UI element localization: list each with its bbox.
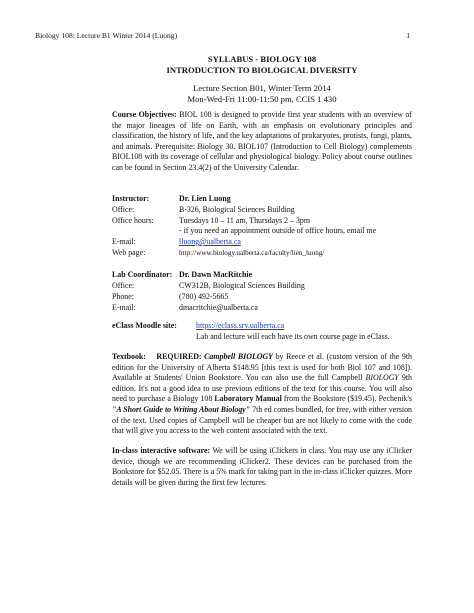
textbook-required: REQUIRED: bbox=[156, 352, 202, 361]
web-page-url[interactable]: http://www.biology.ualberta.ca/faculty/lien_luong/ bbox=[179, 249, 325, 257]
web-page-label: Web page: bbox=[112, 248, 146, 257]
textbook-text-2: 9th edition. It's not a good idea to use previous editions of the text for this course. You will also need to purchase a Biology 108 bbox=[112, 373, 412, 404]
title-line-2: INTRODUCTION TO BIOLOGICAL DIVERSITY bbox=[166, 65, 358, 75]
eclass-label: eClass Moodle site: bbox=[112, 321, 177, 330]
office-label: Office: bbox=[112, 205, 135, 214]
section-line-1: Lecture Section B01, Winter Term 2014 bbox=[193, 83, 331, 93]
section-info bbox=[112, 83, 412, 105]
phone-label: Phone: bbox=[112, 292, 134, 301]
textbook-text-4: 7th ed comes bundled, for free, with either version of the text. Used copies of Campbell will be cheaper but are not likely to come with the code that will give you access to the web content associated with the text. bbox=[112, 404, 412, 436]
lab-manual: Laboratory Manual bbox=[214, 394, 282, 404]
instructor-name: Dr. Lien Luong bbox=[179, 194, 231, 203]
software-text: We will be using iClickers in class. You may use any iClicker device, though we are recommending iClicker2. These devices can be purchased from the Bookstore for $52.05. There is a 5% mark for taking part in the in-class iClicker quizzes. More details will be given during the first few lectures. bbox=[112, 446, 412, 487]
instructor-email-row bbox=[112, 237, 422, 248]
running-title: Biology 108: Lecture B1 Winter 2014 (Luong) bbox=[35, 31, 178, 40]
running-header bbox=[35, 31, 410, 40]
instructor-row bbox=[112, 194, 422, 205]
software-label: In-class interactive software: bbox=[112, 446, 211, 455]
eclass-link[interactable]: https://eclass.srv.ualberta.ca bbox=[196, 321, 285, 330]
instructor-label: Instructor: bbox=[112, 194, 150, 203]
coordinator-office-row bbox=[112, 281, 422, 292]
writing-guide-title: "A Short Guide to Writing About Biology" bbox=[112, 404, 251, 414]
coordinator-office-label: Office: bbox=[112, 281, 135, 290]
textbook-label: Textbook: bbox=[112, 352, 146, 361]
interactive-software-section bbox=[112, 446, 412, 488]
page-number: 1 bbox=[406, 31, 410, 40]
office-hours-note: - if you need an appointment outside of office hours, email me bbox=[179, 226, 377, 235]
textbook-text-3: from the Bookstore ($19.45). Pechenik's bbox=[281, 394, 412, 404]
email-label: E-mail: bbox=[112, 237, 136, 246]
objectives-text: BIOL 108 is designed to provide first year students with an overview of the major lineages of life on Earth, with an emphasis on evolutionary principles and classification, the history of life, and the key adaptations of prokaryotes, protists, fungi, plants, and animals. Prerequisite: Biology 30. BIOL107 (Introduction to Cell Biology) complements BIOL108 with its coverage of cellular and physiological biology. Policy about course outlines can be found in Section 23.4(2) of the University Calendar. bbox=[112, 110, 412, 172]
instructor-email-link[interactable]: lluong@ualberta.ca bbox=[179, 237, 241, 246]
office-hours: Tuesdays 10 – 11 am, Thursdays 2 – 3pm bbox=[179, 216, 310, 225]
instructor-office: B-326, Biological Sciences Building bbox=[179, 205, 295, 214]
coordinator-name: Dr. Dawn MacRitchie bbox=[179, 270, 253, 279]
section-line-2: Mon-Wed-Fri 11:00-11:50 pm, CCIS 1 430 bbox=[187, 94, 337, 104]
office-hours-row bbox=[112, 216, 422, 227]
coordinator-label: Lab Coordinator: bbox=[112, 270, 173, 279]
eclass-note-row bbox=[112, 332, 422, 343]
eclass-row bbox=[112, 321, 422, 332]
coordinator-office: CW312B, Biological Sciences Building bbox=[179, 281, 305, 290]
objectives-label: Course Objectives: bbox=[112, 110, 177, 119]
office-hours-note-row bbox=[112, 226, 422, 237]
textbook-title-2: BIOLOGY bbox=[365, 373, 399, 383]
instructor-office-row bbox=[112, 205, 422, 216]
textbook-text-1: by Reece et al. (custom version of the 9th edition for the University of Alberta $148.95 [this text is used for both Biol 107 and 108]). Available at Students' Union Bookstore. You can also use the full Campbell bbox=[112, 352, 412, 383]
coordinator-row bbox=[112, 270, 422, 281]
title-line-1: SYLLABUS - BIOLOGY 108 bbox=[207, 54, 317, 64]
coordinator-email-label: E-mail: bbox=[112, 303, 136, 312]
office-hours-label: Office hours: bbox=[112, 216, 154, 225]
textbook-section bbox=[112, 352, 412, 437]
textbook-title: Campbell BIOLOGY bbox=[204, 352, 273, 361]
coordinator-email-row bbox=[112, 303, 422, 314]
coordinator-phone: (780) 492-5665 bbox=[179, 292, 229, 301]
document-title bbox=[112, 54, 412, 76]
coordinator-email[interactable]: dmacritchie@ualberta.ca bbox=[179, 303, 258, 312]
course-objectives bbox=[112, 110, 412, 174]
eclass-note: Lab and lecture will each have its own course page in eClass. bbox=[196, 332, 390, 341]
web-page-row bbox=[112, 248, 422, 259]
coordinator-phone-row bbox=[112, 292, 422, 303]
